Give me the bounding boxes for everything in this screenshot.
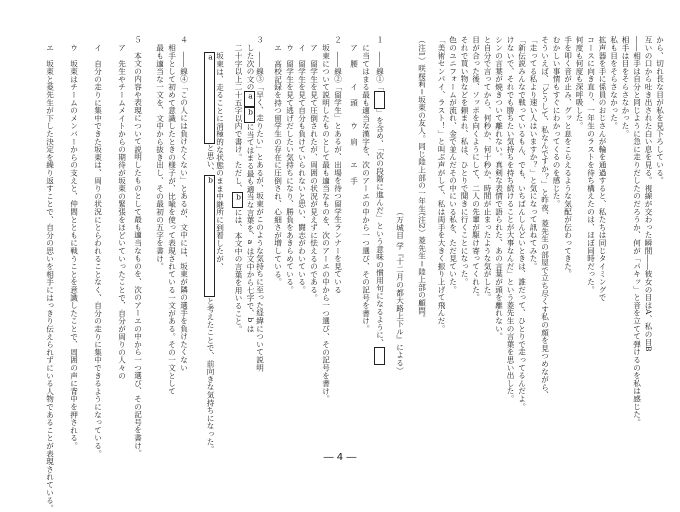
- page-number: ― 4 ―: [323, 452, 357, 463]
- answer-blank-a: a: [204, 52, 215, 144]
- question-5-choice-e: エ 坂東と菱先生が下した決定を繰り返すことで、自分の思いを相手にはっきり伝えられずにいる人物であることが表現されている。: [45, 44, 55, 512]
- story-line: 私も目をそらさなかった。: [609, 36, 619, 130]
- question-2-choice-e: エ 高校記録を持つ留学生の存在に圧倒され、心細さが増している。: [273, 44, 283, 286]
- story-line: そういえば、「どうして、私なんですか？」と昨夜、菱先生の部屋で立ち尽くす私の顔を見つめながら、: [540, 36, 550, 399]
- answer-blank: [374, 347, 385, 365]
- question-4-line-2: 相手として初めて意識したときの様子が、比喩を使って表現されている一文がある。その一文として: [167, 44, 177, 395]
- story-line: むかしい事情もすぐにわかってくるのを感じた。: [552, 36, 562, 208]
- question-2-choice-u: ウ 留学生を見て逃げだしたい気持ちになり、勝負をあきらめている。: [285, 44, 295, 294]
- answer-blank-b: b: [204, 175, 215, 297]
- note-2: （注2）菱先生＝陸上部の顧問。: [417, 208, 427, 323]
- source-citation: （万城目 学『十二月の都大路上下ル』による）: [395, 208, 405, 375]
- question-3-frame-line-2: aと思い、bと考えたことで、前向きな気持ちになった。: [206, 53, 215, 454]
- question-4-line-3: 最も適当な一文を、文中から抜き出し、その最初の五字を書け。: [155, 44, 165, 271]
- note-1: （注1）咲桜莉＝坂東の友人。同じ陸上部の一年生。: [417, 36, 427, 221]
- question-5-choice-u: ウ 坂東はチームのメンバーからの支えと、仲間とともに戦うことを意識したことで、周囲の声に背中を押される。: [69, 44, 79, 450]
- story-line: 「新伝説みんなで戦っているもん、でも、いちばんしんどいときは、誰だって、ひとりで走ってるんだよ。: [517, 36, 527, 411]
- question-2-choice-a: ア 留学生を見て圧倒されたが、周囲の状況が見えずに怯えるのである。: [309, 44, 319, 302]
- story-line: 拡声器を手に係員のおじさんが輪を通過すると、私たちは同じタイミングで: [598, 36, 608, 302]
- story-line: それで買い物などを頼まれ、私は、ひとりで聞きに行くことになった。: [460, 36, 470, 286]
- question-1-choices: ア 腰 イ 頭 ウ 肩 エ 手: [349, 44, 359, 185]
- story-line: コースに向き直り、一年生のラストを待ち構えたのは、ほぼ同時だった。: [586, 36, 596, 294]
- question-5-choice-a: ア 先生やチームメイトからの期待が坂東の緊張をほどいていったことで、自分が周りの人々の: [117, 44, 127, 380]
- answer-blank-a: a: [244, 91, 255, 107]
- story-line: 何度も何度も深呼吸した。: [575, 36, 585, 130]
- story-line: 相手は目をそらさなかった。: [621, 36, 631, 138]
- question-3-line-3: 二十字以上二十五字以内で書け。ただし、bには、本文中の言葉を用いること。: [234, 44, 243, 334]
- question-5-choice-i: イ 自分の走りに集中できた坂東は、周りの状況にとらわれることなく、自分の走りに集中できるようになっている。: [93, 44, 103, 458]
- question-2-choice-i: イ 留学生を見て自分も負けていられないと思い、闘志がわいている。: [297, 44, 307, 294]
- question-3-frame-line-1: 坂東は、走ることに消極的な状態のまま中継所に到着したが、: [215, 52, 225, 271]
- answer-blank-b: b: [232, 192, 243, 208]
- question-2-line-1: ２ ――線②「留学生」とあるが、出場を待つ留学生ランナーを見ている: [333, 36, 343, 294]
- story-line: けないで、それでも勝ちたい気持ちを持ち続けることが大事なんだ」という菱先生の言葉を思い出した。: [506, 36, 516, 403]
- story-line: 目が合った後、ソッポを向くようにして、二人の先輩が駆け寄ってくれた。: [471, 36, 481, 302]
- story-line: ――相手は自分と同じように急に走りだしたのだろうか、何が「パキッ」と音を立てて弾けるのを私は感じた。: [632, 36, 642, 426]
- story-line: 色のユニフォームが流れ、金で並んだその中にいる私を、ただ見ていた。: [448, 36, 458, 294]
- story-line: 互いの口から吐き出された白い息を見る。視線が交わった瞬間――彼女の目はA、私の目B: [644, 36, 654, 352]
- story-line: と自分で言ってから、何秒か、何十秒か、時間が止まったような気がした。: [483, 36, 493, 302]
- story-line: 「走ってる私より速い人はいますか？」と気になって訊ねてみた。: [529, 36, 539, 270]
- question-3-line-2: した次の文のabに当てはまる最も適当な言葉を、a は文中から七字で、b は: [246, 44, 255, 333]
- story-line: 「美術センパイ、ラスト！」と叫ぶ声がして、私は両手を大きく振り上げて飛んだ。: [437, 36, 447, 333]
- question-1-line-2: に当てはまる最も適当な漢字を、次のアーエの中から一つ選び、その記号を書け。: [361, 44, 371, 333]
- answer-blank-b: b: [244, 107, 255, 123]
- question-5-line-1: ５ 本文の内容や表現について説明したものとして最も適当なものを、次のアーエの中から一つ選び、その記号を書け。: [133, 36, 143, 458]
- question-1-line-1: １ ――線①「」を含め、「次の段階に進んだ」という意味の慣用句になるように、: [374, 36, 385, 365]
- story-line: から、切れ長な目が私を見下ろしている。: [655, 36, 665, 185]
- question-3-line-1: ３ ――線③「早く、走りたい」とあるが、坂東がこのような気持ちに至った経緯について説明: [255, 36, 265, 372]
- story-line: 手を叩く音が止み、グッと息をこらえるような気配が伝わってきた。: [563, 36, 573, 278]
- story-line: シンの言葉が焼きついて離れない。真剣な表情で語られた、あの言葉が頭を離れない。: [494, 36, 504, 341]
- answer-blank: [374, 91, 385, 109]
- question-2-line-2: 坂東について説明したものとして最も適当なものを、次のアーエの中から一つ選び、その記号を書け。: [321, 44, 331, 403]
- question-4-line-1: ４ ――線④「この人には負けたくない」とあるが、文中には、坂東が隣の選手を負けたくない: [179, 36, 189, 372]
